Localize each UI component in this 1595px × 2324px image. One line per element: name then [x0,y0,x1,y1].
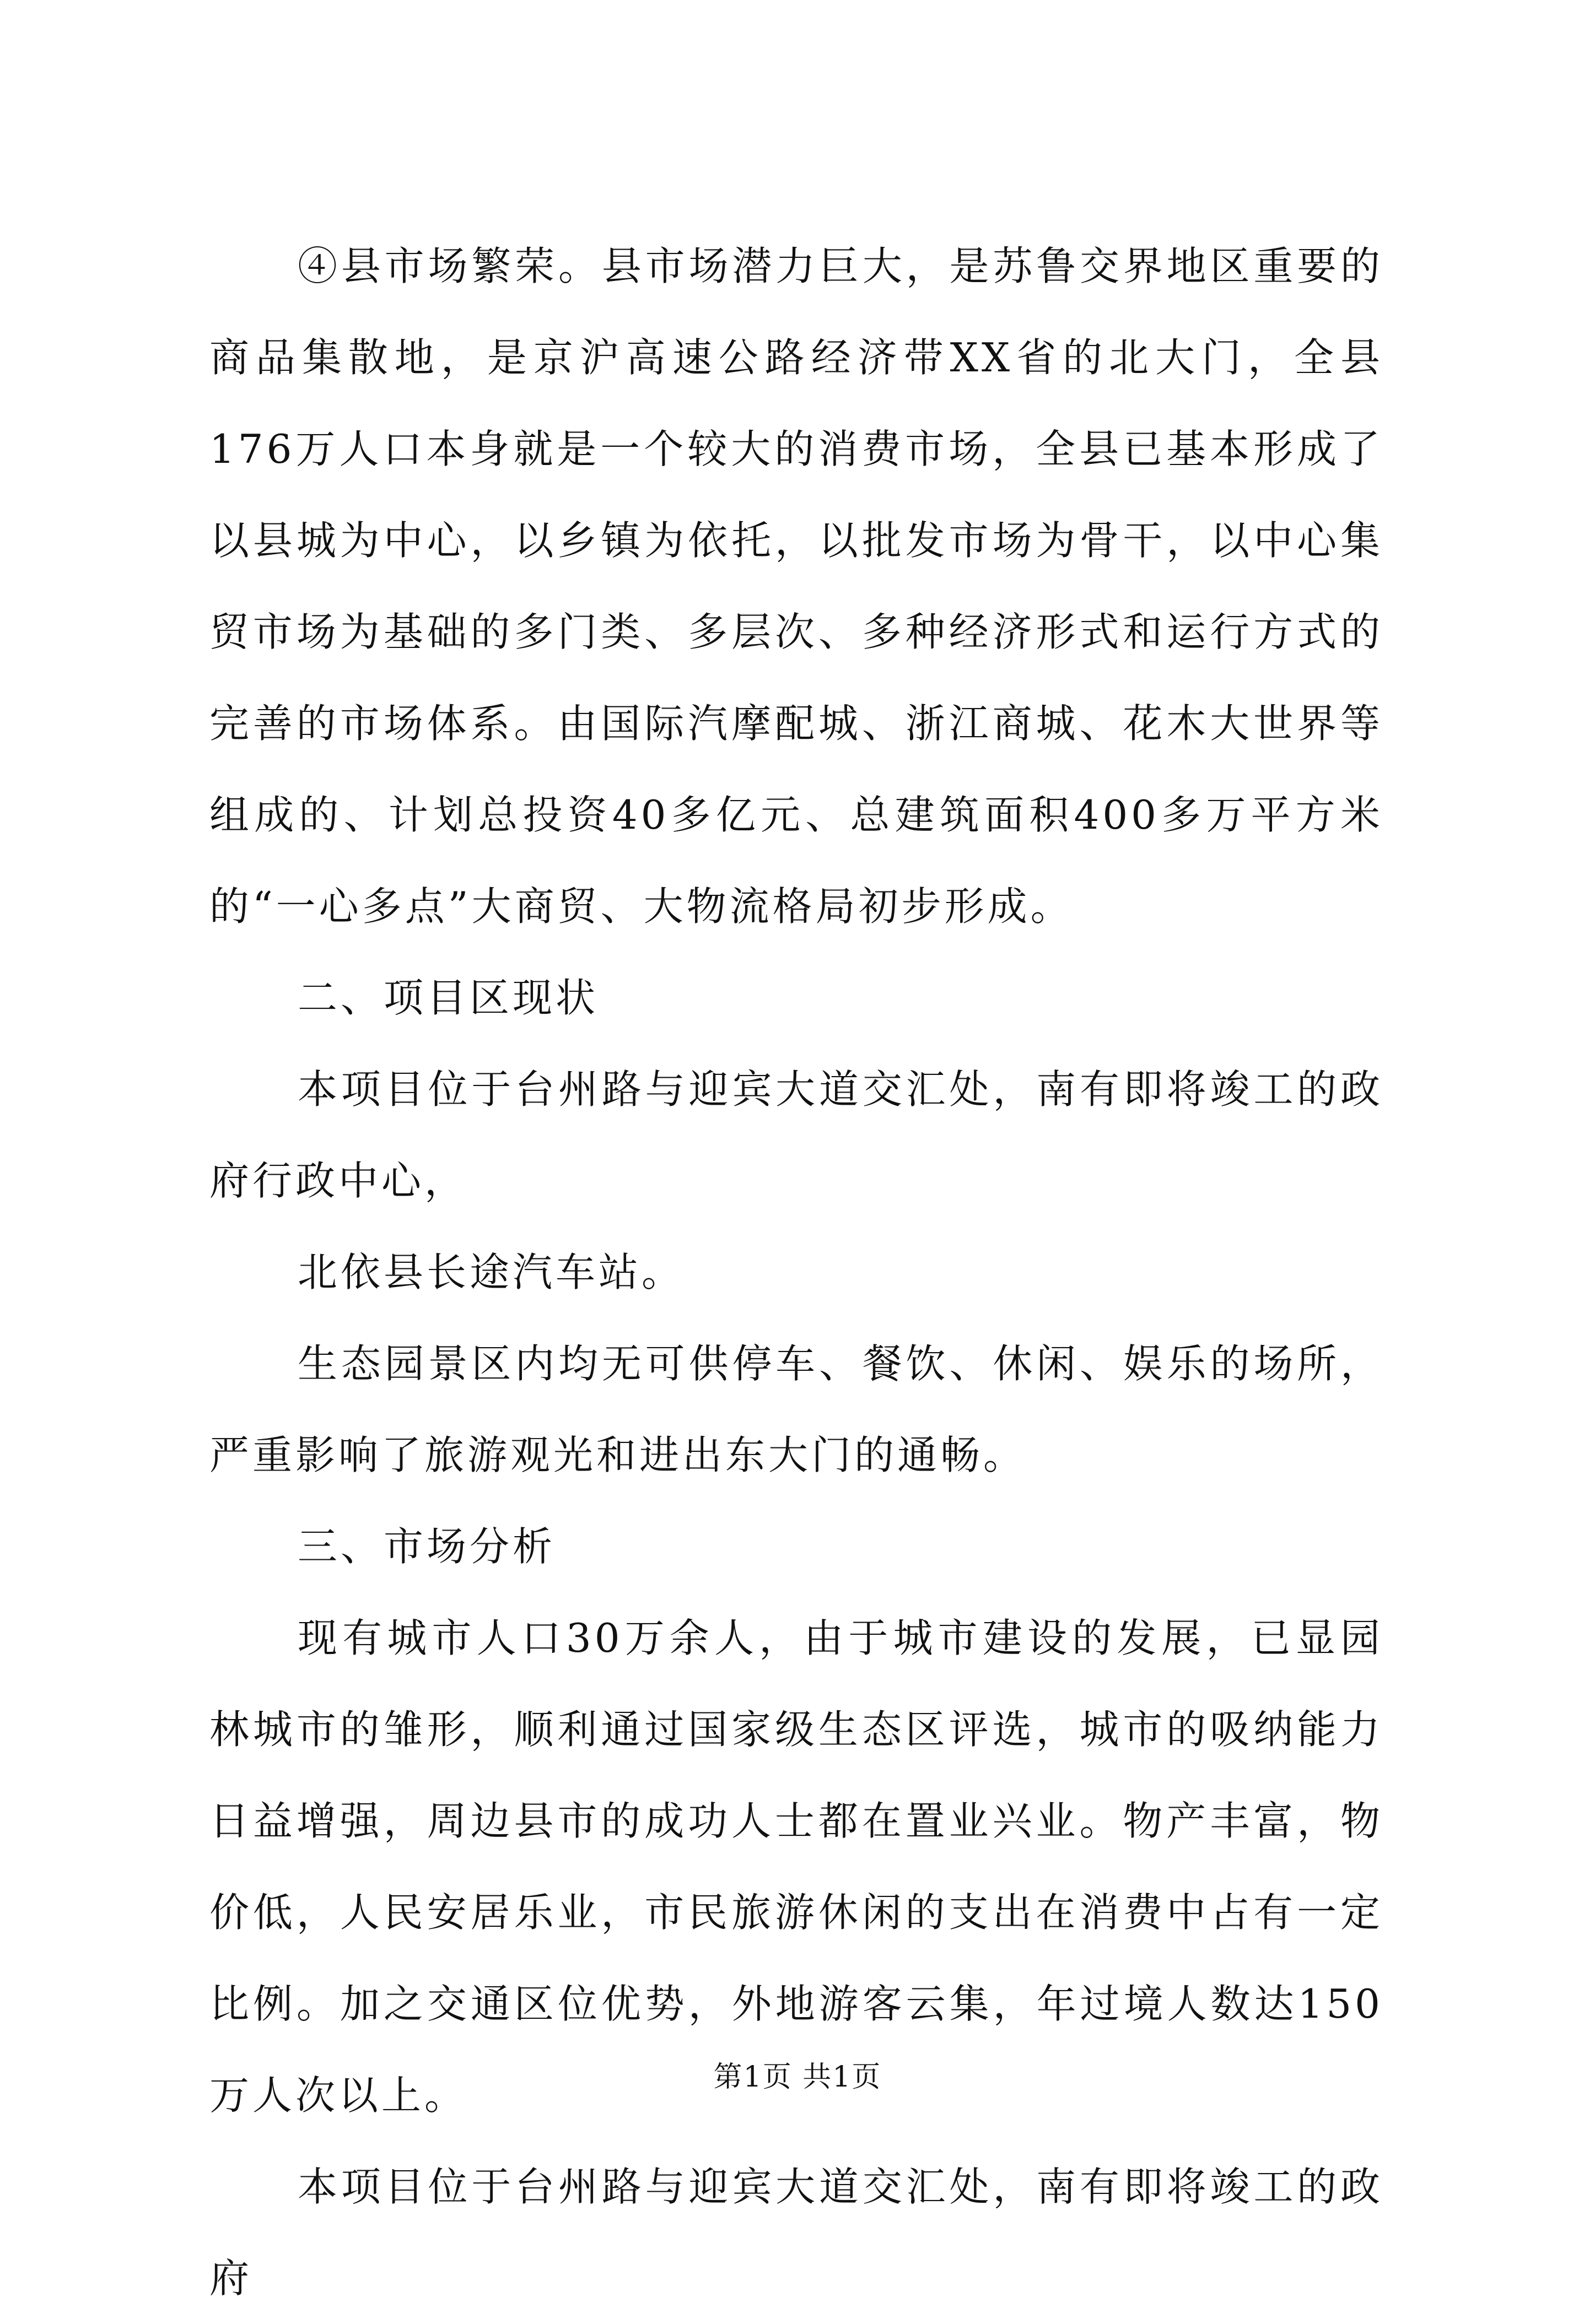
paragraph-bus-station: 北依县长途汽车站。 [298,1249,685,1295]
paragraph-city-population: 现有城市人口30万余人，由于城市建设的发展，已显园林城市的雏形，顺利通过国家级生态区评选，城市的吸纳能力日益增强，周边县市的成功人士都在置业兴业。物产丰富，物价低，人民安居乐业，市民旅游休闲的支出在消费中占有一定比例。加之交通区位优势，外地游客云集，年过境人数达150万人次以上。 [209,1615,1383,2118]
section-heading-project-status: 二、项目区现状 [298,975,599,1021]
paragraph-project-location-repeat: 本项目位于台州路与迎宾大道交汇处，南有即将竣工的政府 [209,2164,1383,2301]
paragraph-project-location: 本项目位于台州路与迎宾大道交汇处，南有即将竣工的政府行政中心， [209,1066,1383,1204]
paragraph-market-prosperity: ④县市场繁荣。县市场潜力巨大，是苏鲁交界地区重要的商品集散地，是京沪高速公路经济带XX省的北大门，全县176万人口本身就是一个较大的消费市场，全县已基本形成了以县城为中心，以乡镇为依托，以批发市场为骨干，以中心集贸市场为基础的多门类、多层次、多种经济形式和运行方式的完善的市场体系。由国际汽摩配城、浙江商城、花木大世界等组成的、计划总投资40多亿元、总建筑面积400多万平方米的“一心多点”大商贸、大物流格局初步形成。 [209,243,1383,929]
document-body [209,220,1383,2324]
paragraph-eco-park: 生态园景区内均无可供停车、餐饮、休闲、娱乐的场所，严重影响了旅游观光和进出东大门的通畅。 [209,1341,1383,1478]
page-footer: 第1页 共1页 [713,2061,882,2094]
section-heading-market-analysis: 三、市场分析 [298,1523,556,1570]
